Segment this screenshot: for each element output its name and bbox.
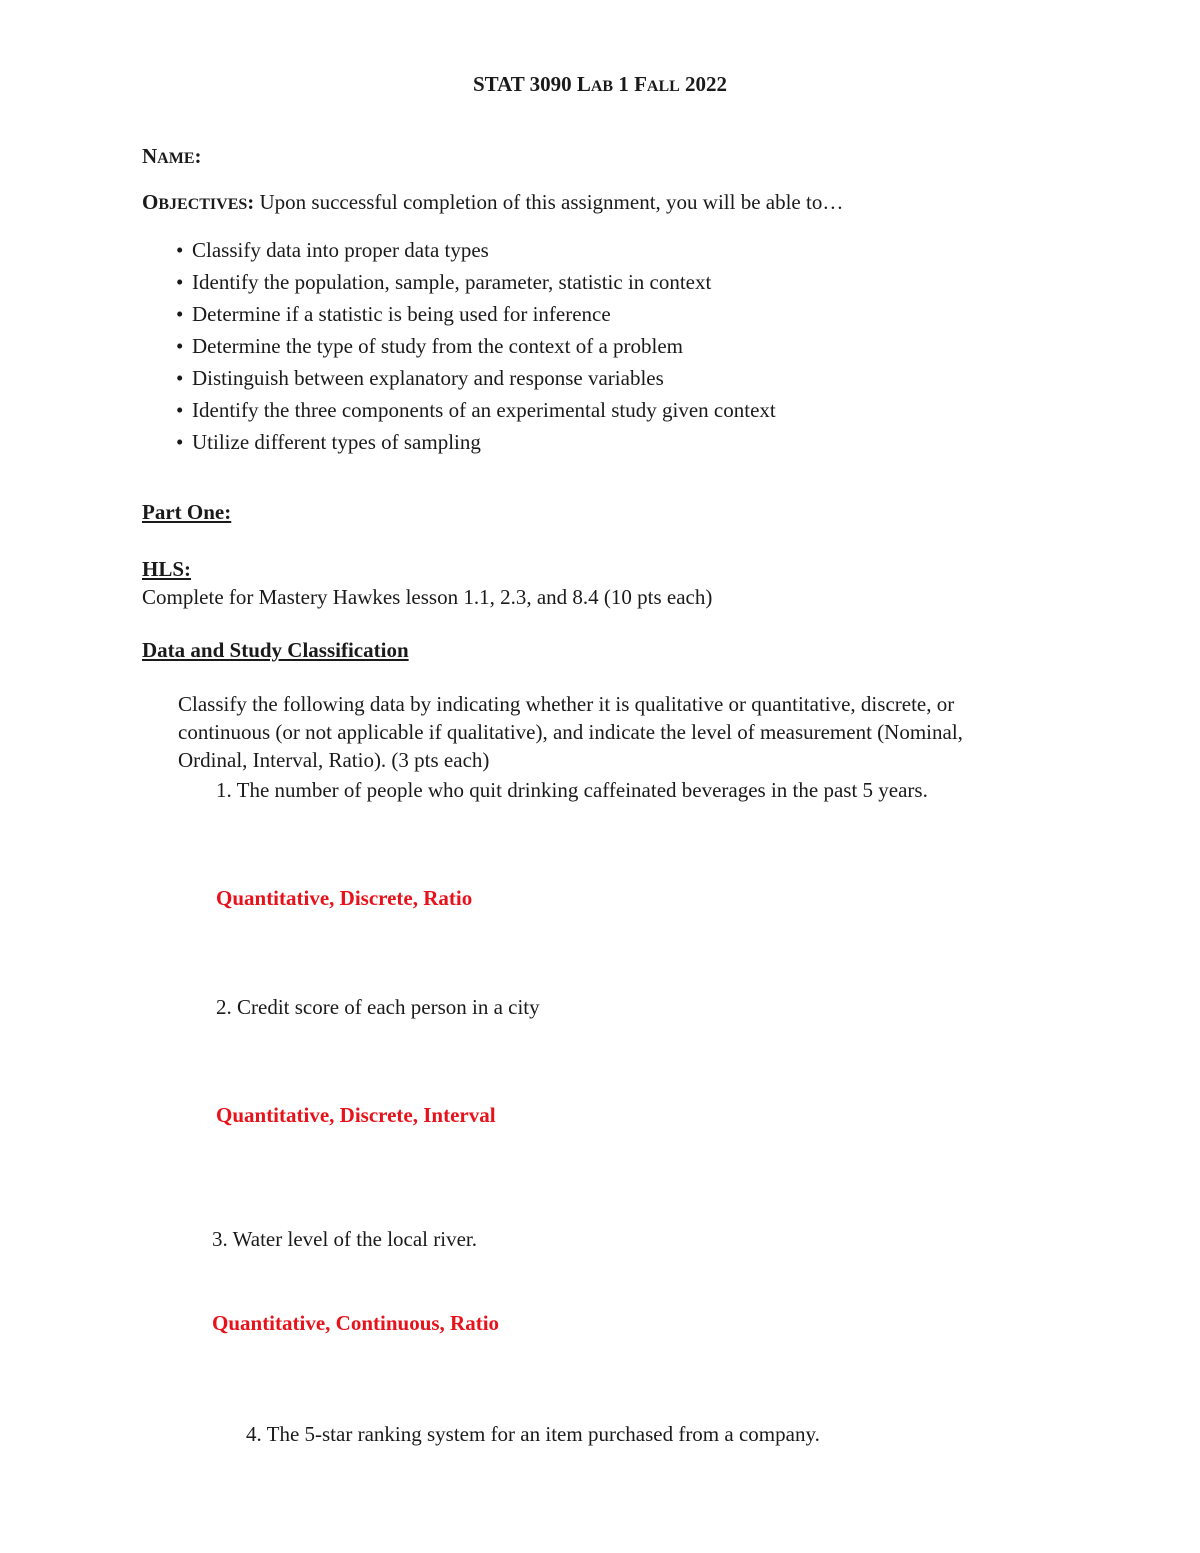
part-one-heading: Part One: xyxy=(142,500,232,524)
title-text-4: ALL xyxy=(646,78,680,95)
classification-instructions-line-1: Classify the following data by indicating whether it is qualitative or quantitative, discrete, or xyxy=(178,692,955,716)
name-label-first: N xyxy=(142,144,158,168)
objective-item: • Identify the three components of an experimental study given context xyxy=(176,394,776,426)
objective-item: • Determine the type of study from the context of a problem xyxy=(176,330,776,362)
name-label xyxy=(142,144,202,169)
hls-heading: HLS: xyxy=(142,557,192,581)
objective-item: • Utilize different types of sampling xyxy=(176,426,776,458)
title-text-5: 2022 xyxy=(679,72,728,96)
objective-item: • Determine if a statistic is being used for inference xyxy=(176,298,776,330)
title-text-3: 1 F xyxy=(613,72,647,96)
objective-item: • Identify the population, sample, parameter, statistic in context xyxy=(176,266,776,298)
objective-item: • Distinguish between explanatory and response variables xyxy=(176,362,776,394)
objectives-label-rest: BJECTIVES xyxy=(158,196,248,213)
question-1-text: 1. The number of people who quit drinking caffeinated beverages in the past 5 years. xyxy=(216,778,928,802)
objectives-label-colon: : xyxy=(247,190,255,214)
question-2-text: 2. Credit score of each person in a city xyxy=(216,995,540,1019)
objective-item: • Classify data into proper data types xyxy=(176,234,776,266)
objectives-label-first: O xyxy=(142,190,159,214)
hls-text: Complete for Mastery Hawkes lesson 1.1, 2.3, and 8.4 (10 pts each) xyxy=(142,585,713,609)
question-1-answer: Quantitative, Discrete, Ratio xyxy=(216,886,473,910)
classification-instructions-line-2: continuous (or not applicable if qualitative), and indicate the level of measurement (Nominal, xyxy=(178,720,963,744)
objectives-intro-text: Upon successful completion of this assignment, you will be able to… xyxy=(254,190,844,214)
title-text-1: STAT 3090 L xyxy=(472,72,591,96)
question-3-answer: Quantitative, Continuous, Ratio xyxy=(212,1311,500,1335)
name-label-rest: AME xyxy=(157,150,195,167)
classification-instructions-line-3: Ordinal, Interval, Ratio). (3 pts each) xyxy=(178,748,490,772)
name-label-colon: : xyxy=(194,144,202,168)
title-text-2: AB xyxy=(590,78,614,95)
objectives-intro xyxy=(142,190,843,215)
document-title xyxy=(0,72,1200,97)
objectives-list xyxy=(176,234,776,458)
question-4-text: 4. The 5-star ranking system for an item purchased from a company. xyxy=(246,1422,820,1446)
question-2-answer: Quantitative, Discrete, Interval xyxy=(216,1103,496,1127)
classification-heading: Data and Study Classification xyxy=(142,638,409,662)
question-3-text: 3. Water level of the local river. xyxy=(212,1227,477,1251)
